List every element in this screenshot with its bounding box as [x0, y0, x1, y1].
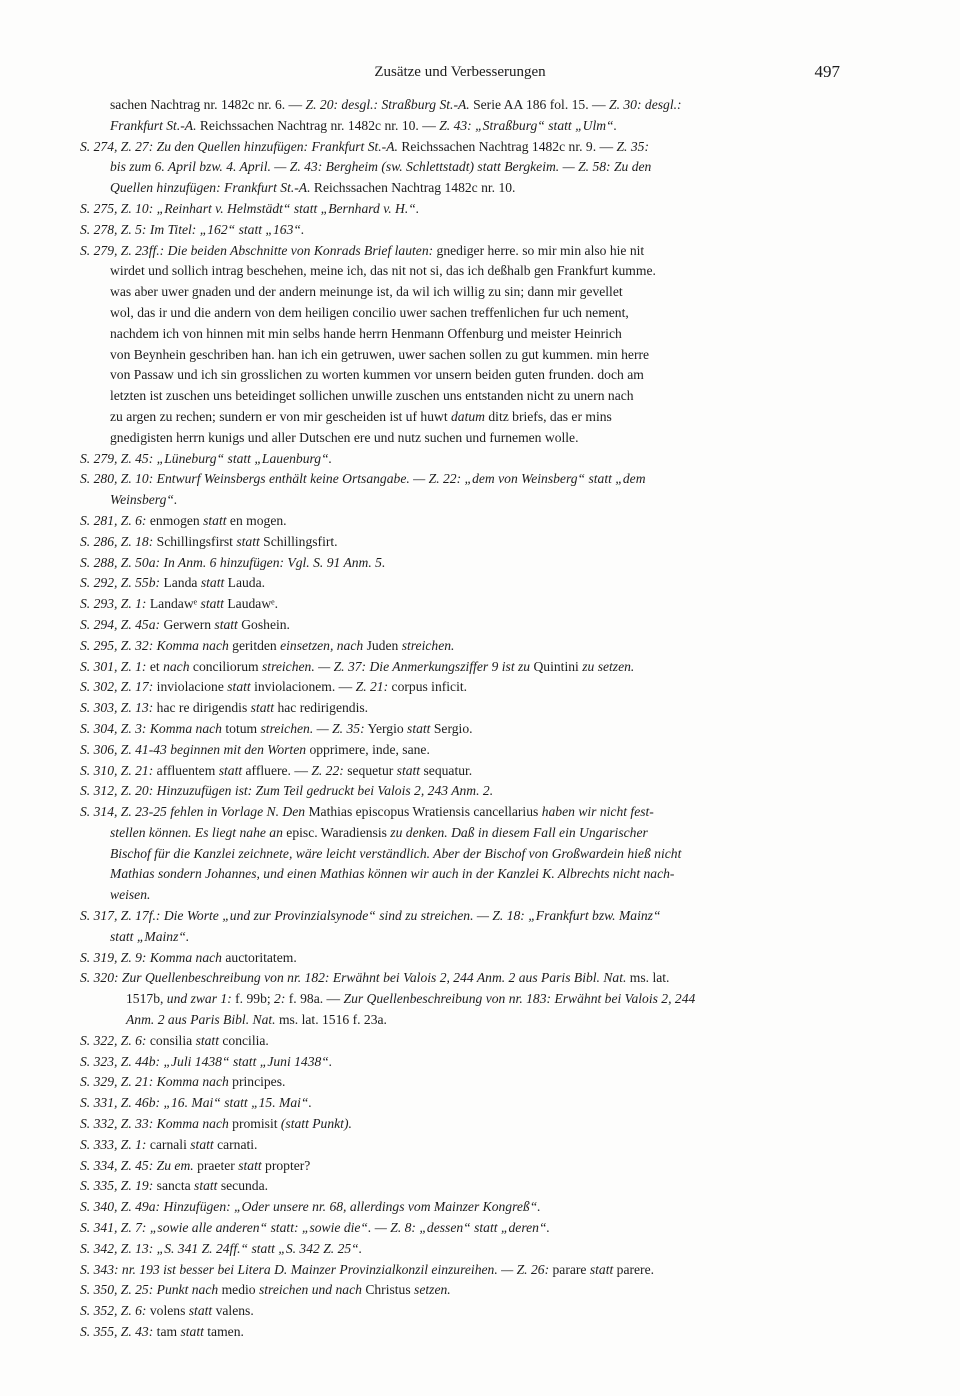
- text-line: [80, 157, 846, 178]
- text-segment: S. 317, Z. 17f.: Die Worte „und zur Provinzialsynode“ sind zu streichen. — Z. 18: „Frankfurt bzw. Mainz“: [80, 908, 661, 924]
- text-segment: S. 340, Z. 49a: Hinzufügen: „Oder unsere nr. 68, allerdings vom Mainzer Kongreß“.: [80, 1199, 541, 1215]
- text-segment: statt: [227, 679, 251, 695]
- text-segment: affluentem: [153, 762, 219, 778]
- text-segment: 2:: [274, 991, 286, 1007]
- text-segment: Weinsberg“.: [110, 492, 178, 508]
- text-segment: Reichssachen Nachtrag 1482c nr. 9. —: [397, 138, 617, 154]
- text-segment: inviolacione: [153, 679, 228, 695]
- text-segment: S. 350, Z. 25: Punkt nach: [80, 1282, 219, 1298]
- text-segment: propter?: [261, 1157, 311, 1173]
- text-segment: bis zum 6. April bzw. 4. April. — Z. 43: Bergheim (sw. Schlettstadt) statt Bergkeim. — Z. 58: Zu den: [110, 159, 652, 175]
- text-segment: Mathias sondern Johannes, und einen Mathias können wir auch in der Kanzlei K. Albrechts nicht nach-: [110, 866, 675, 882]
- text-segment: stellen können. Es liegt nahe an: [110, 824, 283, 840]
- text-segment: Anm. 2 aus Paris Bibl. Nat.: [126, 1012, 276, 1028]
- text-line: [80, 386, 846, 407]
- text-segment: S. 293, Z. 1:: [80, 596, 147, 612]
- text-segment: wirdet und sollich intrag beschehen, meine ich, das nit not si, das ich deßhalb gen Frankfurt kumme.: [110, 263, 656, 279]
- text-segment: Christus: [361, 1282, 415, 1298]
- text-segment: Lauda.: [224, 575, 266, 591]
- text-segment: streichen. — Z. 37: Die Anmerkungsziffer 9 ist zu: [262, 658, 531, 674]
- text-line: [80, 906, 846, 927]
- text-line: [80, 1301, 846, 1322]
- text-line: [80, 1114, 846, 1135]
- text-segment: letzten ist zuschen uns beteidinget sollichen unwille zuschen uns entstanden nicht zu unern nach: [110, 388, 634, 404]
- text-segment: S. 314, Z. 23-25 fehlen in Vorlage N. Den: [80, 804, 306, 820]
- text-segment: parare: [549, 1261, 590, 1277]
- text-segment: Schillingsfirt.: [259, 533, 338, 549]
- text-segment: gnedigisten herrn kunigs und aller Dutschen ere und nutz suchen und furnemen wolle.: [110, 429, 579, 445]
- text-line: [80, 1239, 846, 1260]
- text-segment: S. 281, Z. 6:: [80, 512, 147, 528]
- page-number: 497: [814, 62, 840, 81]
- text-segment: streichen und nach: [258, 1282, 362, 1298]
- text-segment: medio: [218, 1282, 259, 1298]
- text-segment: Gerwern: [160, 616, 215, 632]
- text-line: [80, 428, 846, 449]
- text-segment: statt: [214, 616, 238, 632]
- text-segment: statt: [195, 1032, 219, 1048]
- text-line: [80, 1218, 846, 1239]
- text-segment: totum: [221, 720, 261, 736]
- text-segment: S. 323, Z. 44b: „Juli 1438“ statt „Juni 1438“.: [80, 1053, 333, 1069]
- text-line: [80, 1322, 846, 1343]
- text-line: [80, 241, 846, 262]
- text-segment: S. 303, Z. 13:: [80, 700, 154, 716]
- text-segment: statt: [194, 1178, 218, 1194]
- text-line: [80, 95, 846, 116]
- text-segment: consilia: [146, 1032, 196, 1048]
- text-segment: statt: [236, 533, 260, 549]
- text-segment: auctoritatem.: [221, 949, 297, 965]
- text-line: [80, 802, 846, 823]
- text-line: [80, 823, 846, 844]
- text-line: [80, 615, 846, 636]
- text-segment: S. 275, Z. 10: „Reinhart v. Helmstädt“ statt „Bernhard v. H.“.: [80, 200, 420, 216]
- text-segment: sachen Nachtrag nr. 1482c nr. 6. —: [110, 97, 306, 112]
- text-line: [80, 657, 846, 678]
- text-segment: Landa: [160, 575, 201, 591]
- text-segment: zu setzen.: [582, 658, 635, 674]
- text-line: [80, 1010, 846, 1031]
- text-segment: S. 301, Z. 1:: [80, 658, 147, 674]
- text-segment: et: [146, 658, 164, 674]
- text-segment: Schillingsfirst: [153, 533, 237, 549]
- text-segment: Z. 35:: [616, 138, 649, 154]
- text-segment: statt: [188, 1303, 213, 1319]
- text-segment: principes.: [228, 1074, 286, 1090]
- text-line: [80, 636, 846, 657]
- text-segment: carnali: [146, 1136, 191, 1152]
- text-segment: S. 320: Zur Quellenbeschreibung von nr. 182: Erwähnt bei Valois 2, 244 Anm. 2 aus Paris Bibl. Nat.: [80, 970, 627, 986]
- text-segment: ditz briefs, das er mins: [484, 408, 612, 424]
- text-segment: S. 342, Z. 13: „S. 341 Z. 24ff.“ statt „S. 342 Z. 25“.: [80, 1240, 363, 1256]
- text-segment: S. 322, Z. 6:: [80, 1032, 147, 1048]
- text-segment: en mogen.: [226, 512, 287, 528]
- text-segment: Laudawᵉ.: [223, 596, 279, 612]
- text-line: [80, 1072, 846, 1093]
- text-segment: (statt Punkt).: [280, 1116, 352, 1132]
- text-segment: zu denken. Daß in diesem Fall ein Ungarischer: [390, 824, 648, 840]
- text-segment: ms. lat. 1516 f. 23a.: [275, 1012, 387, 1028]
- text-segment: enmogen: [146, 512, 204, 528]
- text-segment: setzen.: [414, 1282, 451, 1298]
- text-segment: S. 286, Z. 18:: [80, 533, 154, 549]
- text-segment: Serie AA 186 fol. 15. —: [469, 97, 610, 112]
- text-segment: S. 341, Z. 7: „sowie alle anderen“ statt: „sowie die“. — Z. 8: „dessen“ statt „deren“.: [80, 1220, 550, 1236]
- text-segment: episc. Waradiensis: [282, 824, 391, 840]
- text-line: [80, 927, 846, 948]
- text-line: [80, 677, 846, 698]
- text-segment: hac re dirigendis: [153, 700, 251, 716]
- text-segment: von Beynhein geschriben han. han ich ein getruwen, uwer sachen sollen zu gut kummen. min herre: [110, 346, 650, 362]
- text-segment: was aber uwer gnaden und der andern meinunge ist, da wil ich willig zu sin; dann mir gevellet: [110, 284, 623, 300]
- text-line: [80, 490, 846, 511]
- text-line: [80, 324, 846, 345]
- text-line: [80, 864, 846, 885]
- text-line: [80, 1197, 846, 1218]
- text-segment: nach: [163, 658, 190, 674]
- text-line: [80, 1135, 846, 1156]
- text-segment: Mathias episcopus Wratiensis cancellarius: [305, 804, 542, 820]
- text-line: [80, 449, 846, 470]
- text-segment: statt: [250, 700, 275, 716]
- text-segment: Landawᵉ: [146, 596, 201, 612]
- text-segment: statt „Mainz“.: [110, 928, 190, 944]
- text-segment: statt: [589, 1261, 614, 1277]
- text-segment: nachdem ich von hinnen mit min selbs hande herrn Henmann Offenburg und meister Heinrich: [110, 325, 622, 341]
- text-segment: tam: [153, 1324, 181, 1340]
- text-line: [80, 282, 846, 303]
- text-segment: f. 99b;: [231, 991, 275, 1007]
- text-segment: von Passaw und ich sin grosslichen zu worten kummen vor unsern beiden guten frunden. doch am: [110, 367, 644, 383]
- text-segment: sequetur: [343, 762, 397, 778]
- text-segment: geritden: [228, 637, 281, 653]
- text-segment: statt: [200, 575, 225, 591]
- text-segment: carnati.: [213, 1136, 258, 1152]
- text-line: [80, 178, 846, 199]
- text-segment: wol, das ir und die andern von dem heiligen concilio uwer sachen treffenlichen fur uch nement,: [110, 304, 629, 320]
- text-segment: S. 352, Z. 6:: [80, 1303, 147, 1319]
- text-segment: Z. 30: desgl.:: [609, 97, 682, 112]
- text-segment: statt: [200, 596, 224, 612]
- text-line: [80, 116, 846, 137]
- text-segment: Sergio.: [430, 720, 473, 736]
- text-line: [80, 1052, 846, 1073]
- text-segment: weisen.: [110, 887, 151, 903]
- text-line: [80, 885, 846, 906]
- text-segment: statt: [407, 720, 431, 736]
- text-segment: S. 319, Z. 9: Komma nach: [80, 949, 222, 965]
- text-segment: S. 292, Z. 55b:: [80, 575, 161, 591]
- text-segment: ms. lat.: [626, 970, 670, 986]
- text-segment: S. 294, Z. 45a:: [80, 616, 161, 632]
- text-line: [80, 761, 846, 782]
- text-segment: einsetzen, nach: [280, 637, 364, 653]
- text-segment: Yergio: [364, 720, 408, 736]
- text-segment: Z. 22:: [311, 762, 344, 778]
- text-segment: S. 335, Z. 19:: [80, 1178, 154, 1194]
- text-segment: streichen. — Z. 35:: [260, 720, 365, 736]
- text-line: [80, 781, 846, 802]
- text-segment: sancta: [153, 1178, 195, 1194]
- text-segment: S. 333, Z. 1:: [80, 1136, 147, 1152]
- text-segment: und zwar 1:: [166, 991, 232, 1007]
- text-segment: S. 331, Z. 46b: „16. Mai“ statt „15. Mai“.: [80, 1095, 312, 1111]
- running-title: Zusätze und Verbesserungen: [374, 64, 546, 80]
- text-line: [80, 698, 846, 719]
- text-line: [80, 1156, 846, 1177]
- text-segment: S. 329, Z. 21: Komma nach: [80, 1074, 229, 1090]
- text-segment: S. 355, Z. 43:: [80, 1324, 154, 1340]
- text-line: [80, 199, 846, 220]
- text-segment: datum: [451, 408, 485, 424]
- text-line: [80, 511, 846, 532]
- errata-list: [80, 95, 846, 1343]
- text-segment: Goshein.: [237, 616, 290, 632]
- text-segment: zu argen zu rechen; sundern er von mir gescheiden ist uf huwt: [110, 408, 451, 424]
- text-segment: inviolacionem. —: [250, 679, 356, 695]
- text-line: [80, 740, 846, 761]
- text-segment: S. 278, Z. 5: Im Titel: „162“ statt „163“.: [80, 221, 305, 237]
- text-segment: S. 332, Z. 33: Komma nach: [80, 1116, 229, 1132]
- text-segment: volens: [146, 1303, 189, 1319]
- text-segment: S. 306, Z. 41-43 beginnen mit den Worten: [80, 741, 307, 757]
- text-line: [80, 1176, 846, 1197]
- text-segment: haben wir nicht fest-: [541, 804, 654, 820]
- text-segment: Zur Quellenbeschreibung von nr. 183: Erwähnt bei Valois 2, 244: [343, 991, 696, 1007]
- text-segment: conciliorum: [189, 658, 262, 674]
- text-segment: 1517b,: [126, 991, 167, 1007]
- text-segment: Reichssachen Nachtrag nr. 1482c nr. 10. —: [196, 117, 440, 133]
- text-segment: S. 274, Z. 27: Zu den Quellen hinzufügen: Frankfurt St.-A.: [80, 138, 398, 154]
- text-segment: parere.: [613, 1261, 655, 1277]
- text-segment: gnediger herre. so mir min also hie nit: [433, 242, 645, 258]
- text-segment: praeter: [193, 1157, 239, 1173]
- text-line: [80, 573, 846, 594]
- text-segment: affluere. —: [242, 762, 312, 778]
- text-line: [80, 469, 846, 490]
- text-line: [80, 532, 846, 553]
- text-segment: Quellen hinzufügen: Frankfurt St.-A.: [110, 180, 311, 196]
- text-segment: Juden: [363, 637, 402, 653]
- text-segment: S. 312, Z. 20: Hinzuzufügen ist: Zum Teil gedruckt bei Valois 2, 243 Anm. 2.: [80, 783, 494, 799]
- text-segment: tamen.: [203, 1324, 244, 1340]
- text-segment: statt: [396, 762, 421, 778]
- text-segment: Bischof für die Kanzlei zeichnete, wäre leicht verständlich. Aber der Bischof von Großwardein hieß nicht: [110, 845, 682, 861]
- text-segment: Quintini: [530, 658, 583, 674]
- text-segment: S. 302, Z. 17:: [80, 679, 154, 695]
- text-segment: promisit: [228, 1116, 281, 1132]
- text-segment: f. 98a. —: [285, 991, 344, 1007]
- text-segment: S. 343: nr. 193 ist besser bei Litera D. Mainzer Provinzialkonzil einzureihen. — Z. 26:: [80, 1261, 550, 1277]
- text-segment: secunda.: [217, 1178, 269, 1194]
- text-line: [80, 303, 846, 324]
- text-line: [80, 365, 846, 386]
- text-segment: statt: [218, 762, 243, 778]
- text-segment: sequatur.: [420, 762, 473, 778]
- text-line: [80, 345, 846, 366]
- text-segment: valens.: [212, 1303, 254, 1319]
- text-line: [80, 1093, 846, 1114]
- text-segment: statt: [203, 512, 227, 528]
- text-segment: concilia.: [218, 1032, 269, 1048]
- text-segment: Frankfurt St.-A.: [110, 117, 197, 133]
- text-segment: statt: [180, 1324, 204, 1340]
- text-line: [80, 1031, 846, 1052]
- text-segment: S. 280, Z. 10: Entwurf Weinsbergs enthält keine Ortsangabe. — Z. 22: „dem von Weinsberg“ statt „dem: [80, 471, 646, 487]
- text-segment: Reichssachen Nachtrag 1482c nr. 10.: [310, 180, 516, 196]
- text-segment: corpus inficit.: [388, 679, 468, 695]
- text-line: [80, 261, 846, 282]
- text-line: [80, 1280, 846, 1301]
- text-segment: statt: [238, 1157, 262, 1173]
- text-segment: S. 334, Z. 45: Zu em.: [80, 1157, 194, 1173]
- text-line: [80, 989, 846, 1010]
- text-line: [80, 844, 846, 865]
- text-line: [80, 407, 846, 428]
- text-segment: S. 295, Z. 32: Komma nach: [80, 637, 229, 653]
- text-line: [80, 719, 846, 740]
- text-segment: opprimere, inde, sane.: [306, 741, 430, 757]
- text-segment: Z. 21:: [355, 679, 389, 695]
- text-segment: Z. 43: „Straßburg“ statt „Ulm“.: [439, 117, 617, 133]
- text-segment: S. 288, Z. 50a: In Anm. 6 hinzufügen: Vgl. S. 91 Anm. 5.: [80, 554, 386, 570]
- text-segment: S. 279, Z. 23ff.: Die beiden Abschnitte von Konrads Brief lauten:: [80, 242, 434, 258]
- page-header: [80, 62, 840, 88]
- text-segment: S. 279, Z. 45: „Lüneburg“ statt „Lauenburg“.: [80, 450, 333, 466]
- text-line: [80, 137, 846, 158]
- text-segment: hac redirigendis.: [274, 700, 369, 716]
- text-segment: streichen.: [401, 637, 455, 653]
- text-segment: S. 310, Z. 21:: [80, 762, 154, 778]
- text-segment: statt: [190, 1136, 214, 1152]
- text-line: [80, 553, 846, 574]
- text-line: [80, 968, 846, 989]
- text-line: [80, 948, 846, 969]
- text-segment: S. 304, Z. 3: Komma nach: [80, 720, 222, 736]
- text-line: [80, 220, 846, 241]
- text-segment: Z. 20: desgl.: Straßburg St.-A.: [305, 97, 470, 112]
- text-line: [80, 1260, 846, 1281]
- text-line: [80, 594, 846, 615]
